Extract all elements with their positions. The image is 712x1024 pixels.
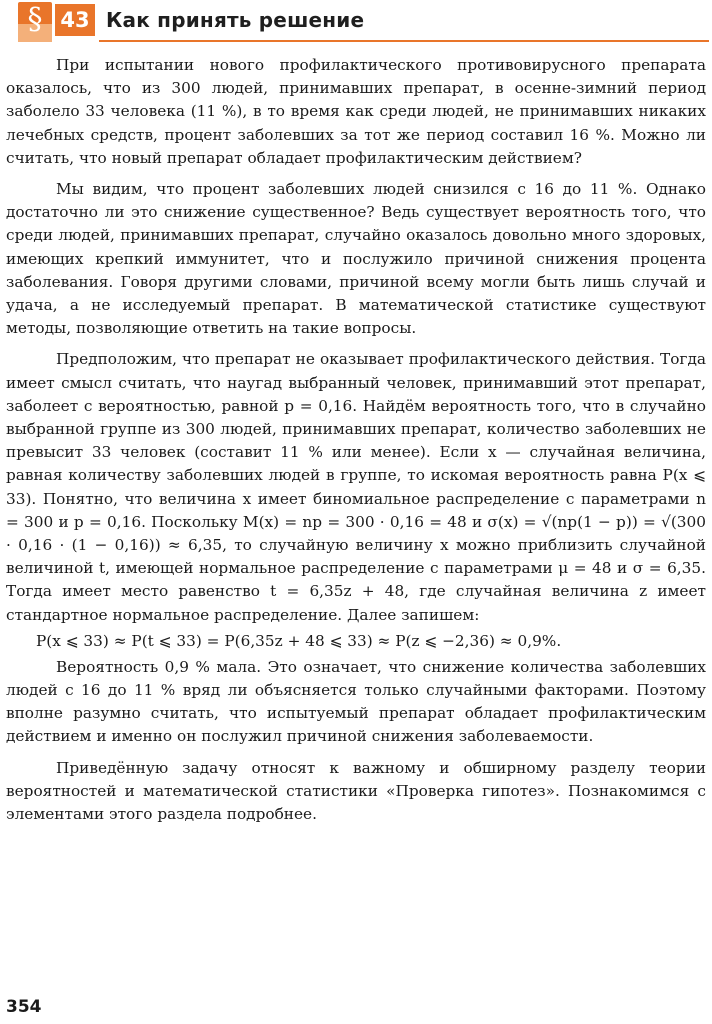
section-header <box>0 0 712 52</box>
section-sign-icon: § <box>27 2 43 37</box>
paragraph-discussion: Мы видим, что процент заболевших людей снизился с 16 до 11 %. Однако достаточно ли это снижение существенное? Ведь существует вероятность того, что среди людей, принимавших препарат, случайно оказалось довольно много здоровых, имеющих крепкий иммунитет, что и послужило причиной снижения процента заболевания. Говоря другими словами, причиной всему могли быть лишь случай и удача, а не исследуемый препарат. В математической статистике существуют методы, позволяющие ответить на такие вопросы. <box>6 180 706 338</box>
probability-formula: P(x ⩽ 33) ≈ P(t ⩽ 33) = P(6,35z + 48 ⩽ 33) ≈ P(z ⩽ −2,36) ≈ 0,9%. <box>36 631 562 650</box>
section-number: 43 <box>55 4 95 36</box>
page-number: 354 <box>6 997 42 1017</box>
body-text <box>6 54 706 826</box>
paragraph-calculation: Предположим, что препарат не оказывает профилактического действия. Тогда имеет смысл считать, что наугад выбранный человек, принимавший этот препарат, заболеет с вероятностью, равной p = 0,16. Найдём вероятность того, что в случайно выбранной группе из 300 людей, принимавших препарат, количество заболевших не превысит 33 человек (составит 11 % или менее). Если x — случайная величина, равная количеству заболевших людей в группе, то искомая вероятность равна P(x ⩽ 33). Понятно, что величина x имеет биномиальное распределение с параметрами n = 300 и p = 0,16. Поскольку M(x) = np = 300 · 0,16 = 48 и σ(x) = √(np(1 − p)) = √(300 · 0,16 · (1 − 0,16)) ≈ 6,35, то случайную величину x можно приблизить случайной величиной t, имеющей нормальное распределение с параметрами μ = 48 и σ = 6,35. Тогда имеет место равенство t = 6,35z + 48, где случайная величина z имеет стандартное нормальное распределение. Далее запишем: <box>6 350 706 624</box>
paragraph-problem: При испытании нового профилактического противовирусного препарата оказалось, что из 300 людей, принимавших препарат, в осенне-зимний период заболело 33 человека (11 %), в то время как среди людей, не принимавших никаких лечебных средств, процент заболевших за тот же период составил 16 %. Можно ли считать, что новый препарат обладает профилактическим действием? <box>6 56 706 167</box>
paragraph-conclusion: Вероятность 0,9 % мала. Это означает, что снижение количества заболевших людей с 16 до 11 % вряд ли объясняется только случайными факторами. Поэтому вполне разумно считать, что испытуемый препарат обладает профилактическим действием и именно он послужил причиной снижения заболеваемости. <box>6 657 706 746</box>
header-divider <box>99 40 709 42</box>
paragraph-hypothesis-testing: Приведённую задачу относят к важному и обширному разделу теории вероятностей и математической статистики «Проверка гипотез». Познакомимся с элементами этого раздела подробнее. <box>6 758 706 824</box>
section-title: Как принять решение <box>106 8 365 32</box>
